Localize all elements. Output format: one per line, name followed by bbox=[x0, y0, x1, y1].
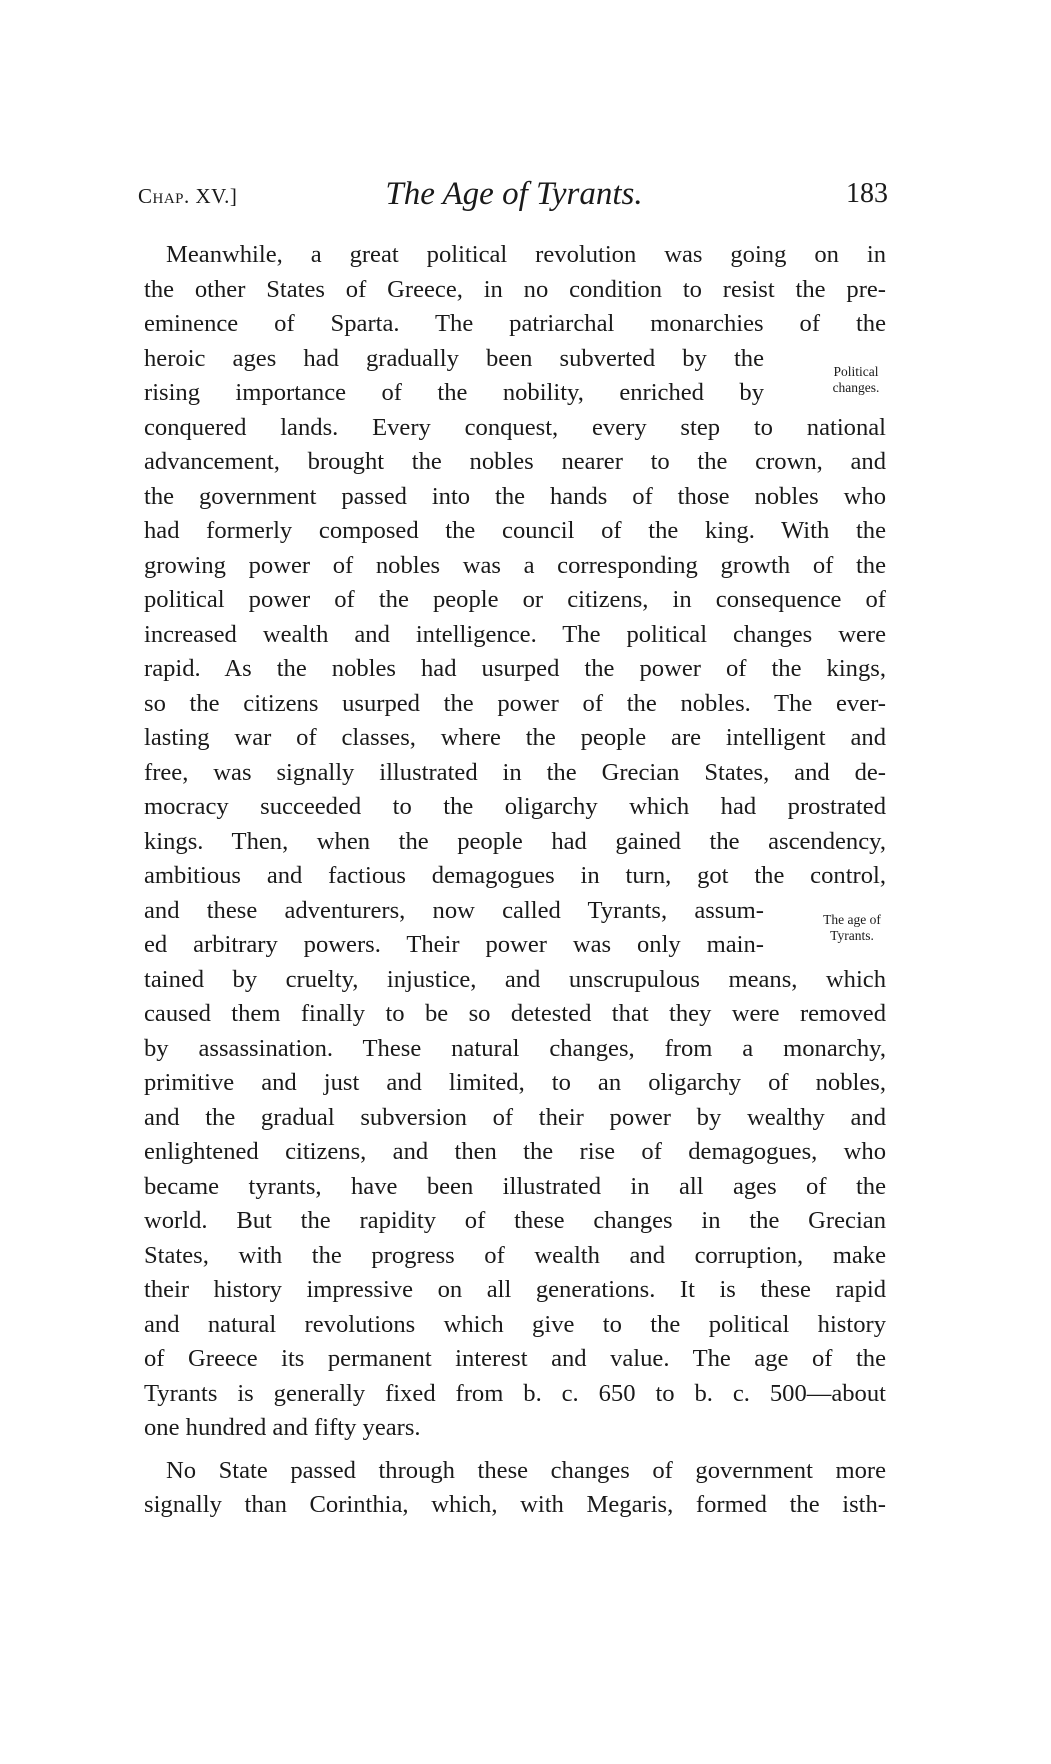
text-line: heroic ages had gradually been subverted by the bbox=[144, 344, 764, 372]
text-line: their history impressive on all generations. It is these rapid bbox=[144, 1276, 886, 1303]
text-line: advancement, brought the nobles nearer to the crown, and bbox=[144, 448, 886, 475]
text-line: one hundred and fifty years. bbox=[144, 1414, 421, 1441]
text-line: Meanwhile, a great political revolution was going on in bbox=[166, 241, 886, 268]
text-line: caused them finally to be so detested that they were removed bbox=[144, 1000, 886, 1027]
running-header bbox=[138, 176, 890, 216]
text-line: lasting war of classes, where the people are intelligent and bbox=[144, 724, 886, 751]
text-line: had formerly composed the council of the king. With the bbox=[144, 517, 886, 544]
text-line: conquered lands. Every conquest, every step to national bbox=[144, 413, 886, 441]
margin-note-line: Political bbox=[833, 364, 879, 379]
text-line: and the gradual subversion of their power by wealthy and bbox=[144, 1103, 886, 1131]
text-line: world. But the rapidity of these changes in the Grecian bbox=[144, 1207, 886, 1234]
text-line: political power of the people or citizens, in consequence of bbox=[144, 586, 886, 613]
text-line: and natural revolutions which give to the political history bbox=[144, 1310, 886, 1338]
text-line: and these adventurers, now called Tyrants, assum- bbox=[144, 896, 764, 924]
text-line: the other States of Greece, in no condition to resist the pre- bbox=[144, 275, 886, 303]
margin-note-line: Tyrants. bbox=[830, 928, 874, 943]
text-line: by assassination. These natural changes, from a monarchy, bbox=[144, 1034, 886, 1062]
margin-note-line: changes. bbox=[832, 380, 880, 395]
text-line: the government passed into the hands of those nobles who bbox=[144, 482, 886, 510]
text-line: No State passed through these changes of government more bbox=[166, 1456, 886, 1484]
text-line: signally than Corinthia, which, with Megaris, formed the isth- bbox=[144, 1491, 886, 1518]
text-line: enlightened citizens, and then the rise of demagogues, who bbox=[144, 1138, 886, 1165]
text-line: eminence of Sparta. The patriarchal monarchies of the bbox=[144, 310, 886, 337]
text-line: ed arbitrary powers. Their power was only main- bbox=[144, 931, 764, 958]
text-line: became tyrants, have been illustrated in all ages of the bbox=[144, 1172, 886, 1200]
text-line: rapid. As the nobles had usurped the power of the kings, bbox=[144, 655, 886, 682]
text-line: kings. Then, when the people had gained the ascendency, bbox=[144, 827, 886, 855]
chapter-label: Chap. XV.] bbox=[138, 184, 238, 208]
text-line: so the citizens usurped the power of the nobles. The ever- bbox=[144, 689, 886, 717]
paragraph-1 bbox=[144, 238, 886, 1446]
running-title: The Age of Tyrants. bbox=[385, 176, 643, 212]
text-line: ambitious and factious demagogues in turn, got the control, bbox=[144, 862, 886, 889]
text-line: of Greece its permanent interest and value. The age of the bbox=[144, 1345, 886, 1372]
text-line: increased wealth and intelligence. The political changes were bbox=[144, 620, 886, 648]
paragraph-2 bbox=[144, 1454, 886, 1523]
text-line: mocracy succeeded to the oligarchy which had prostrated bbox=[144, 793, 886, 820]
text-line: rising importance of the nobility, enriched by bbox=[144, 379, 764, 406]
margin-note-line: The age of bbox=[823, 912, 881, 927]
text-line: States, with the progress of wealth and corruption, make bbox=[144, 1241, 886, 1269]
text-line: primitive and just and limited, to an oligarchy of nobles, bbox=[144, 1069, 886, 1096]
text-line: Tyrants is generally fixed from b. c. 650 to b. c. 500—about bbox=[144, 1379, 886, 1407]
body-text bbox=[144, 238, 886, 1523]
page-number: 183 bbox=[846, 178, 888, 209]
text-line: free, was signally illustrated in the Grecian States, and de- bbox=[144, 758, 886, 786]
text-line: growing power of nobles was a corresponding growth of the bbox=[144, 551, 886, 579]
text-line: tained by cruelty, injustice, and unscrupulous means, which bbox=[144, 965, 886, 993]
